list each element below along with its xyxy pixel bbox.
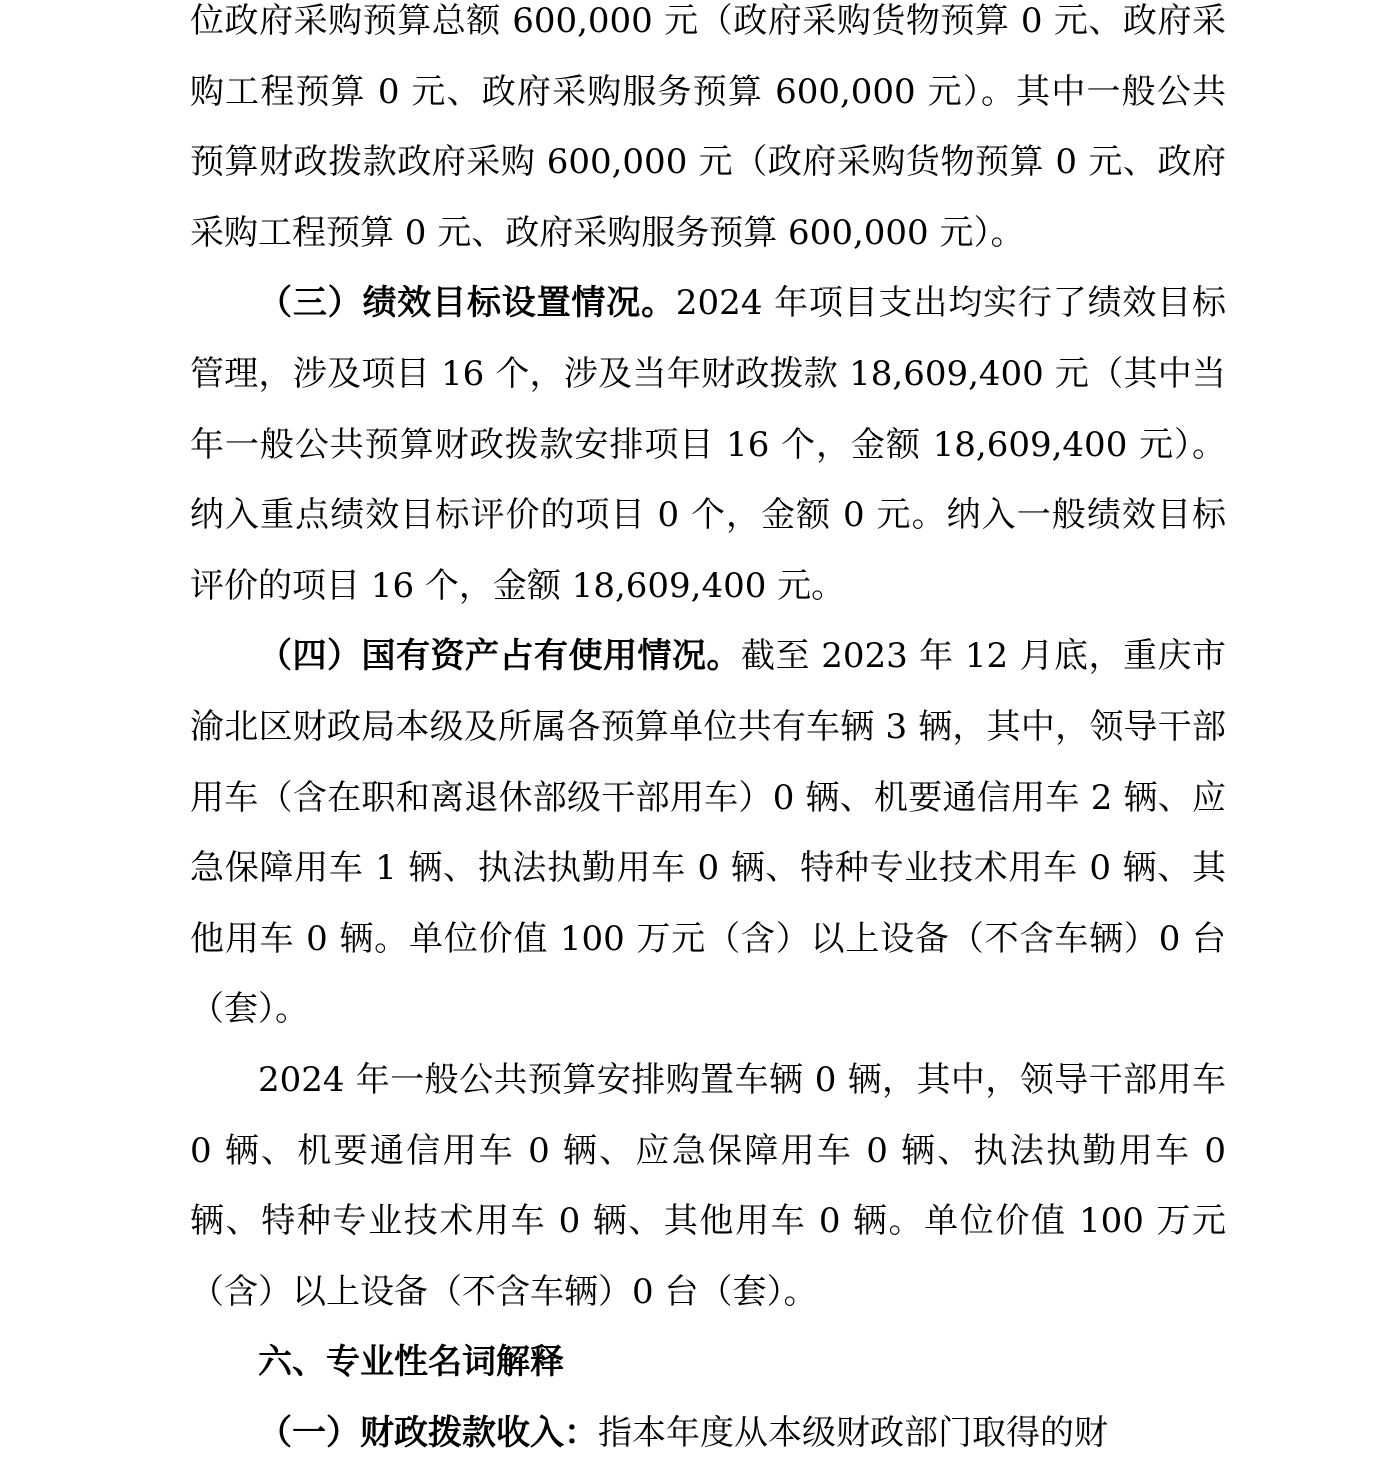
paragraph-vehicle-purchase [190,1045,1226,1327]
paragraph-text: 位政府采购预算总额 600,000 元（政府采购货物预算 0 元、政府采购工程预算 0 元、政府采购服务预算 600,000 元）。其中一般公共预算财政拨款政府采购 600,000 元（政府采购货物预算 0 元、政府采购工程预算 0 元、政府采购服务预算 600,000 元）。 [190,1,1226,253]
paragraph-label: （一）财政拨款收入： [258,1412,598,1453]
paragraph-performance-targets [190,268,1226,621]
paragraph-label: （四）国有资产占有使用情况。 [258,636,741,677]
paragraph-fiscal-income [190,1398,1226,1468]
paragraph-text: 指本年度从本级财政部门取得的财 [598,1412,1108,1453]
paragraph-text: 2024 年项目支出均实行了绩效目标管理，涉及项目 16 个，涉及当年财政拨款 18,609,400 元（其中当年一般公共预算财政拨款安排项目 16 个，金额 18,609,400 元）。纳入重点绩效目标评价的项目 0 个，金额 0 元。纳入一般绩效目标评价的项目 16 个，金额 18,609,400 元。 [190,283,1226,606]
paragraph-state-assets [190,621,1226,1045]
paragraph-text: 2024 年一般公共预算安排购置车辆 0 辆，其中，领导干部用车 0 辆、机要通信用车 0 辆、应急保障用车 0 辆、执法执勤用车 0 辆、特种专业技术用车 0 辆、其他用车 0 辆。单位价值 100 万元（含）以上设备（不含车辆）0 台（套）。 [190,1059,1226,1312]
paragraph-text: 截至 2023 年 12 月底，重庆市渝北区财政局本级及所属各预算单位共有车辆 3 辆，其中，领导干部用车（含在职和离退休部级干部用车）0 辆、机要通信用车 2 辆、应急保障用车 1 辆、执法执勤用车 0 辆、特种专业技术用车 0 辆、其他用车 0 辆。单位价值 100 万元（含）以上设备（不含车辆）0 台（套）。 [190,636,1226,1030]
paragraph-label: （三）绩效目标设置情况。 [258,283,676,324]
document-page [190,0,1226,1468]
paragraph-procurement-budget [190,0,1226,268]
section-heading: 六、专业性名词解释 [258,1342,564,1383]
